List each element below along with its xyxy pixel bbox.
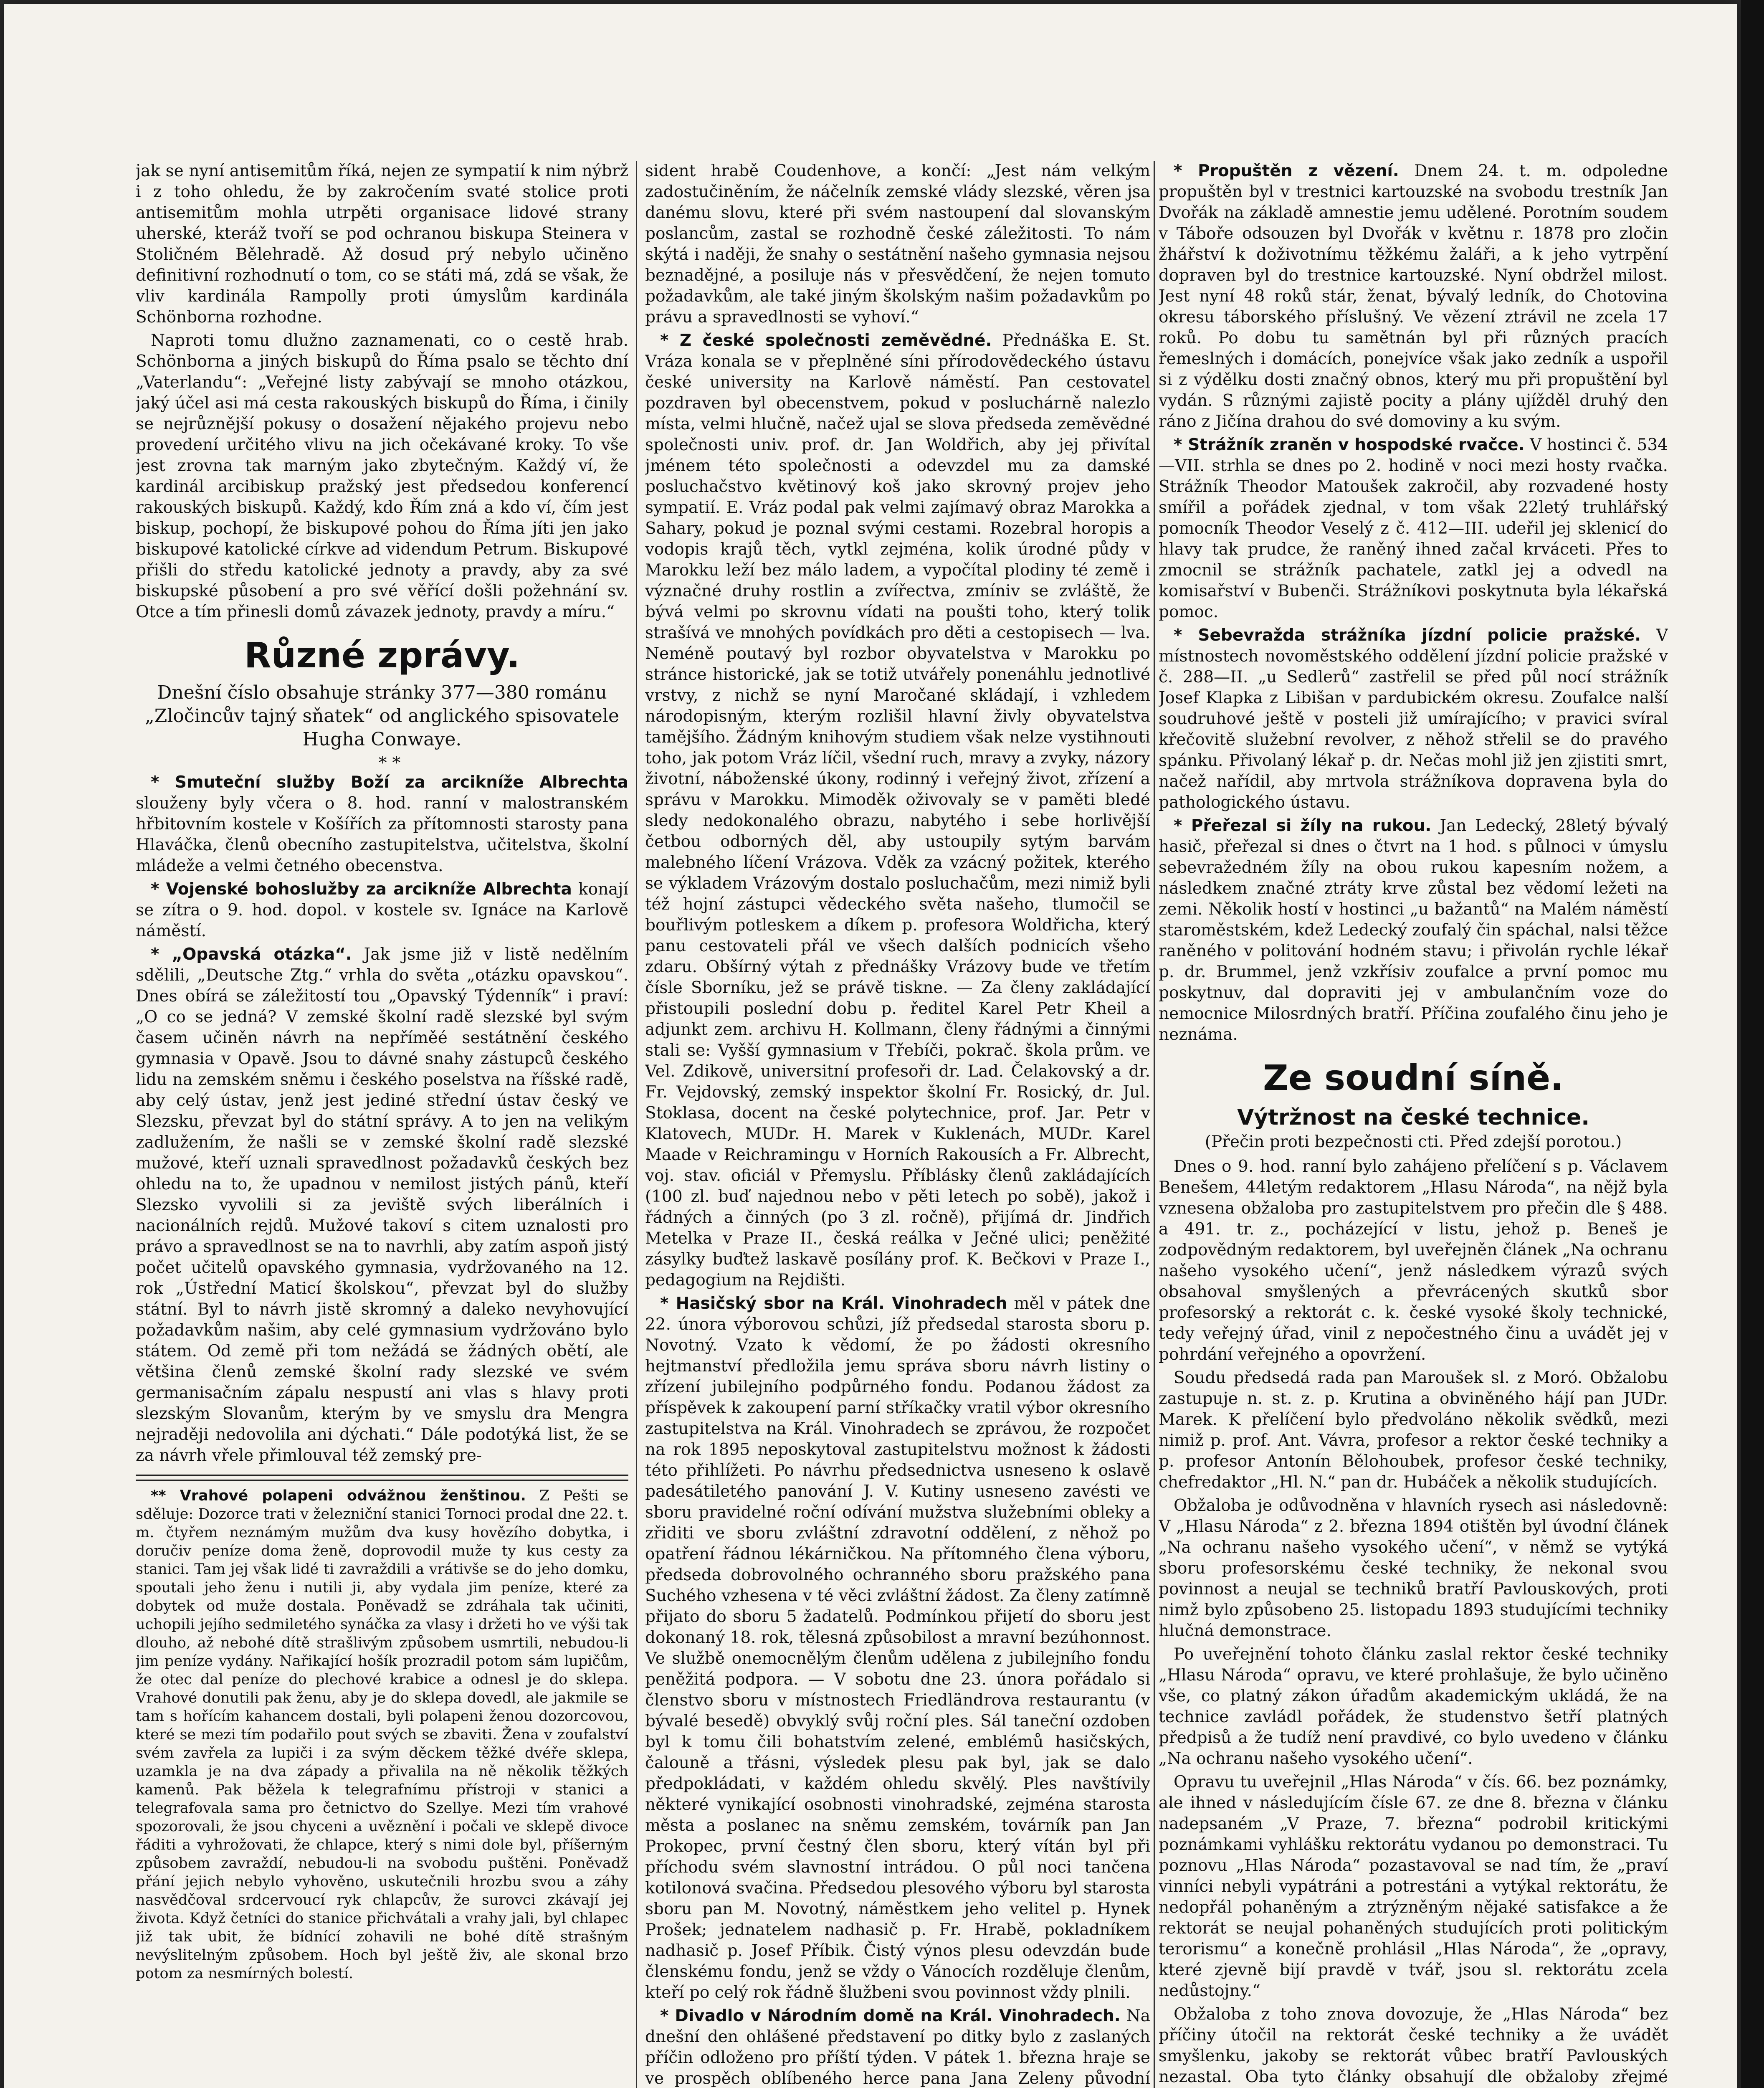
news-item-text: Na dnešní den ohlášené představení po ditky bylo z zaslaných příčin odloženo pro příští týden. V pátek 1. března hraje se ve prospěch oblíbeného herce pana Jana Zeleny původní — [645, 2007, 1150, 2088]
section-heading-ruzne-zpravy: Různé zprávy. — [244, 635, 520, 676]
news-item-text: Dnem 24. t. m. odpoledne propuštěn byl v trestnici kartouzské na svobodu trestník Jan Dvořák na základě amnestie jemu udělené. Porotním soudem v Táboře odsouzen byl Dvořák v květnu r. 1878 pro zločin žhářství k doživotnímu těžkému žaláři, a k jeho vytrpění dopraven byl do trestnice kartouzské. Nyní obdržel milost. Jest nyní 48 roků stár, ženat, bývalý ledník, do Chotovina okresu táborského příslušný. Ve vězení ztrávil ne zcela 17 roků. Po dobu tu samětnán byl při různých pracích řemeslných i domácích, ponejvíce však jako zedník a uspořil si z výdělku dosti značný obnos, který mu při propuštění byl vydán. S různými zajistě pocity a plány ujížděl druhý den ráno z Jičína drahou do své domoviny a ku svým. — [1159, 162, 1668, 431]
feuilleton-footnote — [136, 1487, 628, 1983]
news-item-title: * Smuteční služby Boží za arcikníže Albrechta — [151, 773, 628, 792]
newspaper-page — [4, 4, 1737, 2088]
news-item-title: * Vojenské bohoslužby za arcikníže Albrechta — [151, 880, 572, 899]
news-item-title: * „Opavská otázka“. — [151, 945, 352, 964]
news-item — [1159, 625, 1668, 813]
court-paragraph: Opravu tu uveřejnil „Hlas Národa“ v čís. 66. bez poznámky, ale ihned v následujícím čísle 67. ze dne 8. března v článku nadepsaném „V Praze, 7. března“ podrobil kritickými poznámkami vyhlášku rektorátu vydanou po demonstraci. Tu poznovu „Hlas Národa“ pozastavoval se nad tím, že „praví vinníci nebyli vypátráni a potrestáni a vytýkal rektorátu, že nedopřál pohaněným a ztrýzněným nějaké satisfakce a že rektorát se neujal pohaněných studujících proti politickým terorismu“ a konečně prohlásil „Hlas Národa“, že „opravy, které zjevně bijí pravdě v tvář, jsou sl. rektorátu zcela nedůstojny.“ — [1159, 1773, 1668, 2000]
news-item-text: Jak jsme již v listě nedělním sdělili, „Deutsche Ztg.“ vrhla do světa „otázku opavskou“. Dnes obírá se záležitostí tou „Opavský Týdenník“ i praví: „O co se jedná? V zemské školní radě slezské byl svým časem učiněn návrh na nepříměé sestátnění českého gymnasia v Opavě. Jsou to dávné snahy zástupců českého lidu na zemském sněmu i českého poselstva na říšské radě, aby celý ústav, jenž jest jediné střední ústav český ve Slezsku, převzat byl do státní správy. A to jen na velikým zadlužením, že našli se v zemské školní radě slezské mužové, kteří uznali spravedlnost požadavků českých bez ohledu na to, že upadnou v nemilost jistých pánů, kteří Slezsko vyvolili si za jeviště svých liberálních i nacionálních rejdů. Mužové takoví s citem uznalosti pro právo a spravedlnost se na to navrhli, aby zatím aspoň jistý počet učitelů opavského gymnasia, vydržovaného na 12. rok „Ústřední Maticí školskou“, převzat byl do služby státní. Byl to návrh jistě skromný a daleko nevyhovující požadavkům našim, aby celé gymnasium vydržováno bylo státem. Od země při tom nežádá se žádných obětí, ale většina členů zemské školní rady slezské ve svém germanisačním zápalu nespustí ani vlas s hlavy proti slezským Slovanům, kterým by ve smyslu dra Mengra nejraději nedovolila ani dýchati.“ Dále podotýká list, že se za návrh vřele přimlouval též zemský pre- — [136, 945, 628, 1465]
news-item-title: * Propuštěn z vězení. — [1174, 162, 1399, 180]
news-item-title: * Strážník zraněn v hospodské rvačce. — [1174, 436, 1525, 454]
scan-edge-shadow — [1741, 0, 1764, 2088]
article-continuation: jak se nyní antisemitům říká, nejen ze sympatií k nim nýbrž i z toho ohledu, že by zakročením svaté stolice proti antisemitům mohla utrpěti organisace lidové strany uherské, kteráž tvoří se pod ochranou biskupa Steinera v Stoličném Bělehradě. Až dosud prý nebylo učiněno definitivní rozhodnutí o tom, co se státi má, zdá se však, že vliv kardinála Rampolly proti úmyslům kardinála Schönborna rozhodne. — [136, 162, 628, 327]
news-item — [1159, 161, 1668, 432]
court-article-title: Výtržnost na české technice. — [1237, 1105, 1590, 1130]
news-item — [645, 330, 1150, 1291]
column-rule — [1154, 161, 1155, 2088]
separator-stars: * * — [378, 753, 401, 773]
column-left — [136, 161, 628, 2088]
news-item-title: * Hasičský sbor na Král. Vinohradech — [660, 1294, 1007, 1313]
novel-notice: Dnešní číslo obsahuje stránky 377—380 románu „Zločincův tajný sňatek“ od anglického spisovatele Hugha Conwaye. — [144, 682, 620, 750]
double-rule-divider — [136, 1475, 628, 1481]
news-item-title: * Přeřezal si žíly na rukou. — [1174, 816, 1432, 835]
news-item — [645, 2006, 1150, 2088]
news-item-text: V místnostech novoměstského oddělení jízdní policie pražské v č. 288—II. „u Sedlerů“ zastřelil se před půl nocí strážník Josef Klapka z Libišan v pardubickém okresu. Zoufalce nalší soudruhové ještě v posteli již umírajícího; v pravici svíral křečovitě služební revolver, z něhož střelil se do pravého spánku. Přivolaný lékař p. dr. Nečas mohl již jen zjistiti smrt, načež nařídil, aby mrtvola strážníkova dopravena byla do pathologického ústavu. — [1159, 626, 1668, 812]
news-item-text: slouženy byly včera o 8. hod. ranní v malostranském hřbitovním kostele v Košířích za přítomnosti starosty pana Hlaváčka, členů obecního zastupitelstva, učitelstva, školní mládeže a velmi četného obecenstva. — [136, 794, 628, 875]
news-item — [136, 879, 628, 942]
news-item-title: * Z české společnosti zeměvědné. — [660, 331, 992, 350]
article-continuation: sident hrabě Coudenhove, a končí: „Jest nám velkým zadostučiněním, že náčelník zemské vlády slezské, věren jsa danému slovu, které při svém nastoupení dal slovanským poslancům, zastal se rozhodně české záležitosti. To nám skýtá i naději, že snahy o sestátnění našeho gymnasia nejsou beznadějné, a posiluje nás v přesvědčení, že nejen tomuto požadavkům, ale také jiným školským našim požadavkům po právu a spravedlnosti se vyhoví.“ — [645, 162, 1150, 327]
news-item-text: konají se zítra o 9. hod. dopol. v kostele sv. Ignáce na Karlově náměstí. — [136, 880, 628, 940]
news-item-text: měl v pátek dne 22. února výborovou schůzi, jíž předsedal starosta sboru p. Novotný. Vzato k vědomí, že po žádosti okresního hejtmanství předložila jemu správa sboru návrh listiny o zřízení jubilejního podpůrného fondu. Podanou žádost za příspěvek k zakoupení parní stříkačky vratil výbor okresního zastupitelstva na Král. Vinohradech se zprávou, že rozpočet na rok 1895 neposkytoval zastupitelstvu možnost k žádosti této přihlížeti. Po návrhu předsednictva usneseno k oslavě padesátiletého panování J. V. Kutiny usneseno zavésti ve sboru pravidelné roční odívání mužstva služebními obleky a zřiditi ve sboru zvláštní zdravotní oddělení, z něhož po opatření řádnou lékárničkou. Na přítomného člena výboru, předseda dobrovolného ochranného sboru pražského pana Suchého vzhesena v té věci zvláštní žádost. Za členy zatímně přijato do sboru 5 žadatelů. Podmínkou přijetí do sboru jest dokonaný 18. rok, tělesná způsobilost a mravní bezúhonnost. Ve službě onemocnělým členům udělena z jubilejního fondu peněžitá podpora. — V sobotu dne 23. února pořádalo si členstvo sboru v místnostech Friedländrova restaurantu (v bývalé besedě) obvyklý svůj roční ples. Sál taneční ozdoben byl k tomu čili bohatstvím zelené, emblémů hasičských, čalouně a třásni, výsledek plesu pak byl, jak se dalo předpokládati, v každém ohledu skvělý. Ples navštívily některé vynikající osobnosti vinohradské, zejména starosta města a poslanec na sněmu zemském, továrník pan Jan Prokopec, první čestný člen sboru, který vítán byl při příchodu svém slavnostní intrádou. O půl noci tančena kotilonová svačina. Předsedou plesového výboru byl starosta sboru pan M. Novotný, náměstkem jeho velitel p. Hynek Prošek; jednatelem nadhasič p. Fr. Hrabě, pokladníkem nadhasič p. Josef Příbik. Čistý výnos plesu odevzdán bude členskému fondu, jenž se vždy o Vánocích rozděluje členům, kteří po celý rok řádně šlužbeni svou povinnost vždy plnili. — [645, 1294, 1150, 2002]
news-item-text: V hostinci č. 534—VII. strhla se dnes po 2. hodině v noci mezi hosty rvačka. Strážník Theodor Matoušek zakročil, aby rozvadené hosty smířil a pořádek zjednal, v tom však 22letý truhlářský pomocník Theodor Veselý z č. 412—III. udeřil jej sklenicí do hlavy tak prudce, že raněný ihned začal krváceti. Přes to zmocnil se strážník pachatele, zatkl jej a odvedl na komisařství v Bubenči. Strážníkovi poskytnuta byla lékařská pomoc. — [1159, 436, 1668, 621]
court-paragraph: Obžaloba z toho znova dovozuje, že „Hlas Národa“ bez příčiny útočil na rektorát české techniky a že uvádět smyšlenku, jakoby se rektorát vůbec bratří Pavlouských nezastal. Oba tyto články obsahují dle obžaloby zřejmé — [1159, 2005, 1668, 2086]
news-item — [136, 944, 628, 1466]
column-rule — [636, 161, 637, 2088]
news-item-text: Jan Ledecký, 28letý bývalý hasič, přeřezal si dnes o čtvrt na 1 hod. s půlnoci v úmyslu sebevražedném žíly na obou rukou kapesním nožem, a následkem značné ztráty krve zůstal bez vědomí ležeti na zemi. Několik hostí v hostinci „u bažantů“ na Malém náměstí staroměstském, kdež Ledecký zoufalý čin spáchal, nalsi těžce raněného v politování hodném stavu; i přivolán rychle lékař p. dr. Brummel, jenž vzkřísiv zoufalce a první pomoc mu poskytnuv, dal dopraviti jej v ambulančním voze do nemocnice Milosrdných bratří. Příčina zoufalého činu jeho je neznáma. — [1159, 816, 1668, 1044]
news-item — [136, 772, 628, 877]
news-item — [1159, 816, 1668, 1045]
footnote-item — [136, 1487, 628, 1983]
column-right — [1159, 161, 1668, 2088]
news-item-title: * Divadlo v Národním domě na Král. Vinohradech. — [660, 2007, 1121, 2025]
section-heading-ze-soudni-sine: Ze soudní síně. — [1263, 1057, 1564, 1098]
court-paragraph: Po uveřejnění tohoto článku zaslal rektor české techniky „Hlasu Národa“ opravu, ve které prohlašuje, že bylo učiněno vše, co platný zákon úřadům akademickým ukládá, že na technice zavládl pořádek, že studenstvo šetří platných předpisů a že tudíž není pravdivé, co bylo uvedeno v článku „Na ochranu našeho vysokého učení“. — [1159, 1645, 1668, 1768]
court-paragraph: Obžaloba je odůvodněna v hlavních rysech asi následovně: V „Hlasu Národa“ z 2. března 1894 otištěn byl úvodní článek „Na ochranu našeho vysokého učení“, v němž se vytýká sboru profesorskému české techniky, že nekonal svou povinnost a neujal se techniků bratří Pavlouskových, proti nimž bylo způsobeno 25. listopadu 1893 studujícími techniky hlučná demonstrace. — [1159, 1496, 1668, 1640]
court-article-note: (Přečin proti bezpečnosti cti. Před zdejší porotou.) — [1205, 1133, 1622, 1151]
footnote-title: ** Vrahové polapeni odvážnou ženštinou. — [151, 1487, 526, 1504]
footnote-text: Z Pešti se sděluje: Dozorce trati v železniční stanici Tornoci prodal dne 22. t. m. čtyřem neznámým mužům dva kusy hovězího dobytka, i doručiv peníze doma ženě, doprovodil muže ty kus cesty za stanici. Tam jej však lidé ti zavraždili a vrátivše se do jeho domku, spoutali jeho ženu i nutili ji, aby vydala jim peníze, které za dobytek od muže dostala. Poněvadž se zdráhala tak učiniti, uchopili jejího sedmiletého synáčka za vlasy i držeti ho ve výši tak dlouho, až nebohé dítě strašlivým způsobem usmrtili, nebudou-li jim peníze vydány. Nařikající hošík prozradil potom sám lupičům, že otec dal peníze do plechové krabice a odnesl je do sklepa. Vrahové donutili pak ženu, aby je do sklepa dovedl, ale jakmile se tam s hořícím kahancem dostali, byli polapeni ženou dozorcovou, které se mezi tím podařilo pout svých se zbaviti. Žena v zoufalství svém zavřela za lupiči i za svým děckem těžké dvéře sklepa, uzamkla je na dva západy a přivalila na ně několik těžkých kamenů. Pak běžela k telegrafnímu přístroji v stanici a telegrafovala sama pro četnictvo do Szellye. Mezi tím vrahové spozorovali, že jsou chyceni a uvěznění i počali ve sklepě divoce řáditi a vyhrožovati, že chlapce, který s nimi dole byl, příšerným způsobem zavraždí, nebudou-li na svobodu puštěni. Poněvadž přání jejich nebylo vyhověno, uskutečnili hrozbu svou a záhy nasvědčoval srdcervoucí ryk chlapcův, že surovci zkávají jej života. Když četníci do stanice přichvátali a vrahy jali, byl chlapec již tak ubit, že bídnící zohavili ne bohé dítě strašným nevýslitelným způsobem. Hoch byl ještě živ, ale skonal brzo potom za nesmírných bolestí. — [136, 1487, 628, 1982]
court-paragraph: Soudu předsedá rada pan Maroušek sl. z Moró. Obžalobu zastupuje n. st. z. p. Krutina a obviněného hájí pan JUDr. Marek. K přelíčení bylo předvoláno několik svědků, mezi nimiž p. prof. Ant. Vávra, profesor a rektor české techniky a p. profesor Antonín Bělohoubek, profesor české techniky, chefredaktor „Hl. N.“ pan dr. Hubáček a několik studujících. — [1159, 1368, 1668, 1492]
news-item — [1159, 435, 1668, 623]
news-item-text: Přednáška E. St. Vráza konala se v přeplněné síni přírodovědeckého ústavu české university na Karlově náměstí. Pan cestovatel pozdraven byl obecenstvem, pokud v posluchárně nalezlo místa, velmi hlučně, načež ujal se slova předseda zeměvědné společnosti univ. prof. dr. Jan Woldřich, aby jej přivítal jménem této společnosti a odevzdel mu za damské posluchačstvo květinový koš jako skrovný projev jeho sympatií. E. Vráz podal pak velmi zajímavý obraz Marokka a Sahary, pokud je poznal svými cestami. Rozebral horopis a vodopis krajů těch, vytkl zejména, kolik úrodné půdy v Marokku leží bez málo ladem, a vypočítal plodiny té země i význačné druhy rostlin a zvířectva, zmíniv se zvláště, že bývá velmi po skrovnu vídati na poušti toho, který tolik strašívá ve mnohých povídkách pro děti a cestopisech — lva. Neméně poutavý byl rozbor obyvatelstva v Marokku po stránce historické, jak se totiž utvářely ponenáhlu jednotlivé vrstvy, z nichž se nyní Maročané skládají, i vzhledem národopisným, kterým rozlišil hlavní živly obyvatelstva tamějšího. Žádným knihovým studiem však nelze vystihnouti toho, jak potom Vráz líčil, všední ruch, mravy a zvyky, názory životní, náboženské úkony, rodinný i veřejný život, zřízení a správu v Marokku. Mimoděk oživovaly se v paměti bledé sledy nedokonalého obrazu, nabytého i sebe horlivější četbou odborných děl, aby ustoupily sytým barvám malebného líčení Vrázova. Vděk za vzácný požitek, kterého se výkladem Vrázovým dostalo posluchačům, mezi nimiž byli též hojní zástupci vědeckého světa našeho, tlumočil se bouřlivým potleskem a díkem p. profesora Woldřicha, který panu cestovateli přál ve všech dalších podnicích všeho zdaru. Obšírný výtah z přednášky Vrázovy bude ve třetím čísle Sborníku, jež se právě tiskne. — Za členy zakládající přistoupili poslední dobu p. ředitel Karel Petr Kheil a adjunkt zem. archivu H. Kollmann, členy řádnými a činnými stali se: Vyšší gymnasium v Třebíči, pokrač. škola prům. ve Vel. Zdikově, universitní profesoři dr. Lad. Čelakovský a dr. Fr. Vejdovský, zemský inspektor školní Fr. Rosický, dr. Jul. Stoklasa, docent na české polytechnice, prof. Jar. Petr v Klatovech, MUDr. H. Marek v Kuklenách, MUDr. Karel Maade v Reichramingu v Horních Rakousích a Fr. Albrecht, voj. stav. oficiál v Přemyslu. Příblásky členů zakládajících (100 zl. buď najednou nebo v pěti letech po sobě), jakož i řádných a činných (po 3 zl. ročně), přijímá dr. Jindřich Metelka v Praze II., česká reálka v Ječné ulici; peněžité zásylky buďtež laskavě posílány prof. K. Bečkovi v Praze I., pedagogium na Rejdišti. — [645, 331, 1150, 1290]
column-middle — [645, 161, 1150, 2088]
court-paragraph: Dnes o 9. hod. ranní bylo zahájeno přelíčení s p. Václavem Benešem, 44letým redaktorem „Hlasu Národa“, na nějž byla vznesena obžaloba pro zastupitelstvem pro přečin dle § 488. a 491. tr. z., pocházející v listu, jehož p. Beneš je zodpovědným redaktorem, byl uveřejněn článek „Na ochranu našeho vysokého učení“, jenž následkem výrazů svých obsahoval smyšlených a převrácených skutků sbor profesorský a rektorát c. k. české vysoké školy technické, tedy veřejný úřad, vinil z nepočestného činu a uvádět jej v pohrdání veřejného a opovržení. — [1159, 1157, 1668, 1364]
news-item-title: * Sebevražda strážníka jízdní policie pražské. — [1174, 626, 1641, 645]
news-item — [645, 1293, 1150, 2003]
article-paragraph: Naproti tomu dlužno zaznamenati, co o cestě hrab. Schönborna a jiných biskupů do Říma psalo se těchto dní „Vaterlandu“: „Veřejné listy zabývají se mnoho otázkou, jaký účel asi má cesta rakouských biskupů do Říma, i činily se nejrůznější pokusy o dosažení nějakého projevu nebo provedení určitého vlivu na jich očekávané kroky. To vše jest zrovna tak marným jako zbytečným. Každý ví, že kardinál arcibiskup pražský jest předsedou konferencí rakouských biskupů. Každý, kdo Řím zná a kdo ví, čím jest biskup, pochopí, že biskupové pohou do Říma jíti jen jako biskupové katolické církve ad videndum Petrum. Biskupové přišli do středu katolické jednoty a pravdy, aby za své biskupské působení a pro své věřící došli požehnání sv. Otce a tím přinesli domů závazek jednoty, pravdy a míru.“ — [136, 331, 628, 621]
